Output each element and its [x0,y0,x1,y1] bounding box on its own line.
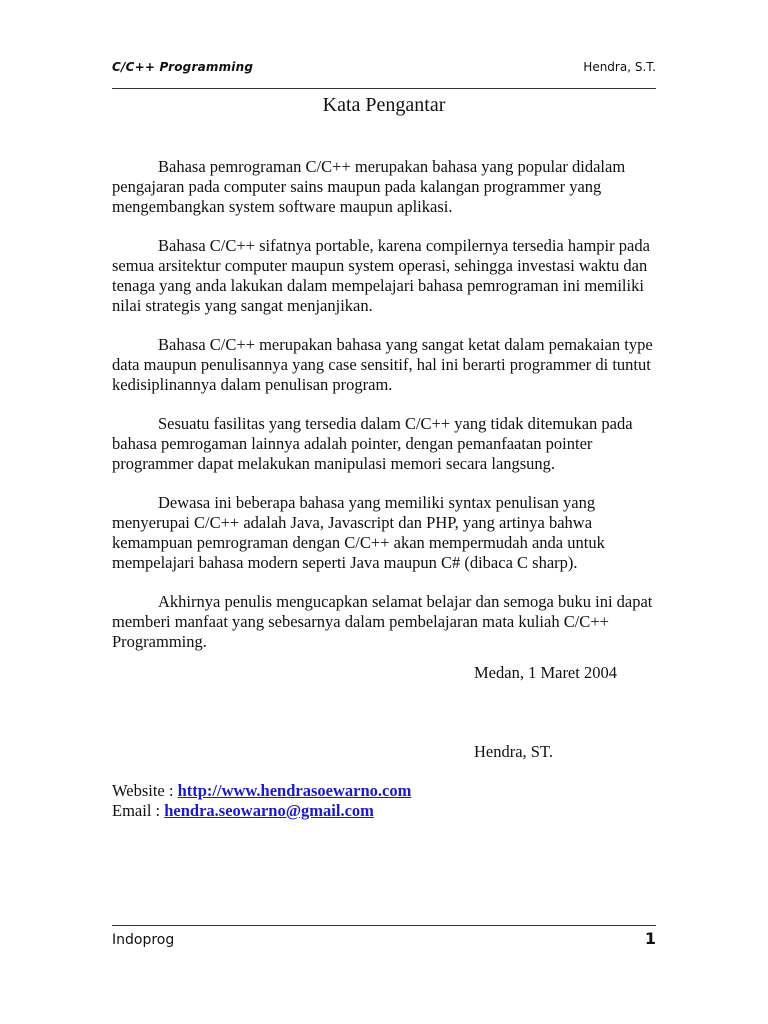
email-label: Email : [112,801,165,820]
paragraph-6: Akhirnya penulis mengucapkan selamat belajar dan semoga buku ini dapat memberi manfaat yang sebesarnya dalam pembelajaran mata kuliah C/C++ Programming. [112,592,653,651]
preface-body [112,157,656,671]
page-title: Kata Pengantar [322,94,446,116]
paragraph-2: Bahasa C/C++ sifatnya portable, karena compilernya tersedia hampir pada semua arsitektur computer maupun system operasi, sehingga investasi waktu dan tenaga yang anda lakukan dalam mempelajari bahasa pemrograman ini memiliki nilai strategis yang sangat menjanjikan. [112,236,650,315]
website-link[interactable]: http://www.hendrasoewarno.com [177,781,412,800]
page-number: 1 [644,929,656,948]
website-line [112,781,411,801]
footer-publisher: Indoprog [112,932,175,948]
email-link[interactable]: hendra.seowarno@gmail.com [164,801,374,820]
page-header [112,58,656,89]
website-label: Website : [112,781,178,800]
paragraph-4: Sesuatu fasilitas yang tersedia dalam C/C++ yang tidak ditemukan pada bahasa pemrogaman lainnya adalah pointer, dengan pemanfaatan pointer programmer dapat melakukan manipulasi memori secara langsung. [112,414,633,473]
header-book-title: C/C++ Programming [112,60,254,74]
paragraph-5: Dewasa ini beberapa bahasa yang memiliki syntax penulisan yang menyerupai C/C++ adalah Java, Javascript dan PHP, yang artinya bahwa kemampuan pemrograman dengan C/C++ akan mempermudah anda untuk mempelajari bahasa modern seperti Java maupun C# (dibaca C sharp). [112,493,605,572]
closing-date: Medan, 1 Maret 2004 [474,663,617,682]
page-footer [112,925,656,956]
email-line [112,801,374,821]
header-author: Hendra, S.T. [583,60,656,74]
paragraph-1: Bahasa pemrograman C/C++ merupakan bahasa yang popular didalam pengajaran pada computer sains maupun pada kalangan programmer yang mengembangkan system software maupun aplikasi. [112,157,626,216]
closing-author: Hendra, ST. [474,742,553,761]
paragraph-3: Bahasa C/C++ merupakan bahasa yang sangat ketat dalam pemakaian type data maupun penulisannya yang case sensitif, hal ini berarti programmer di tuntut kedisiplinannya dalam penulisan program. [112,335,653,394]
